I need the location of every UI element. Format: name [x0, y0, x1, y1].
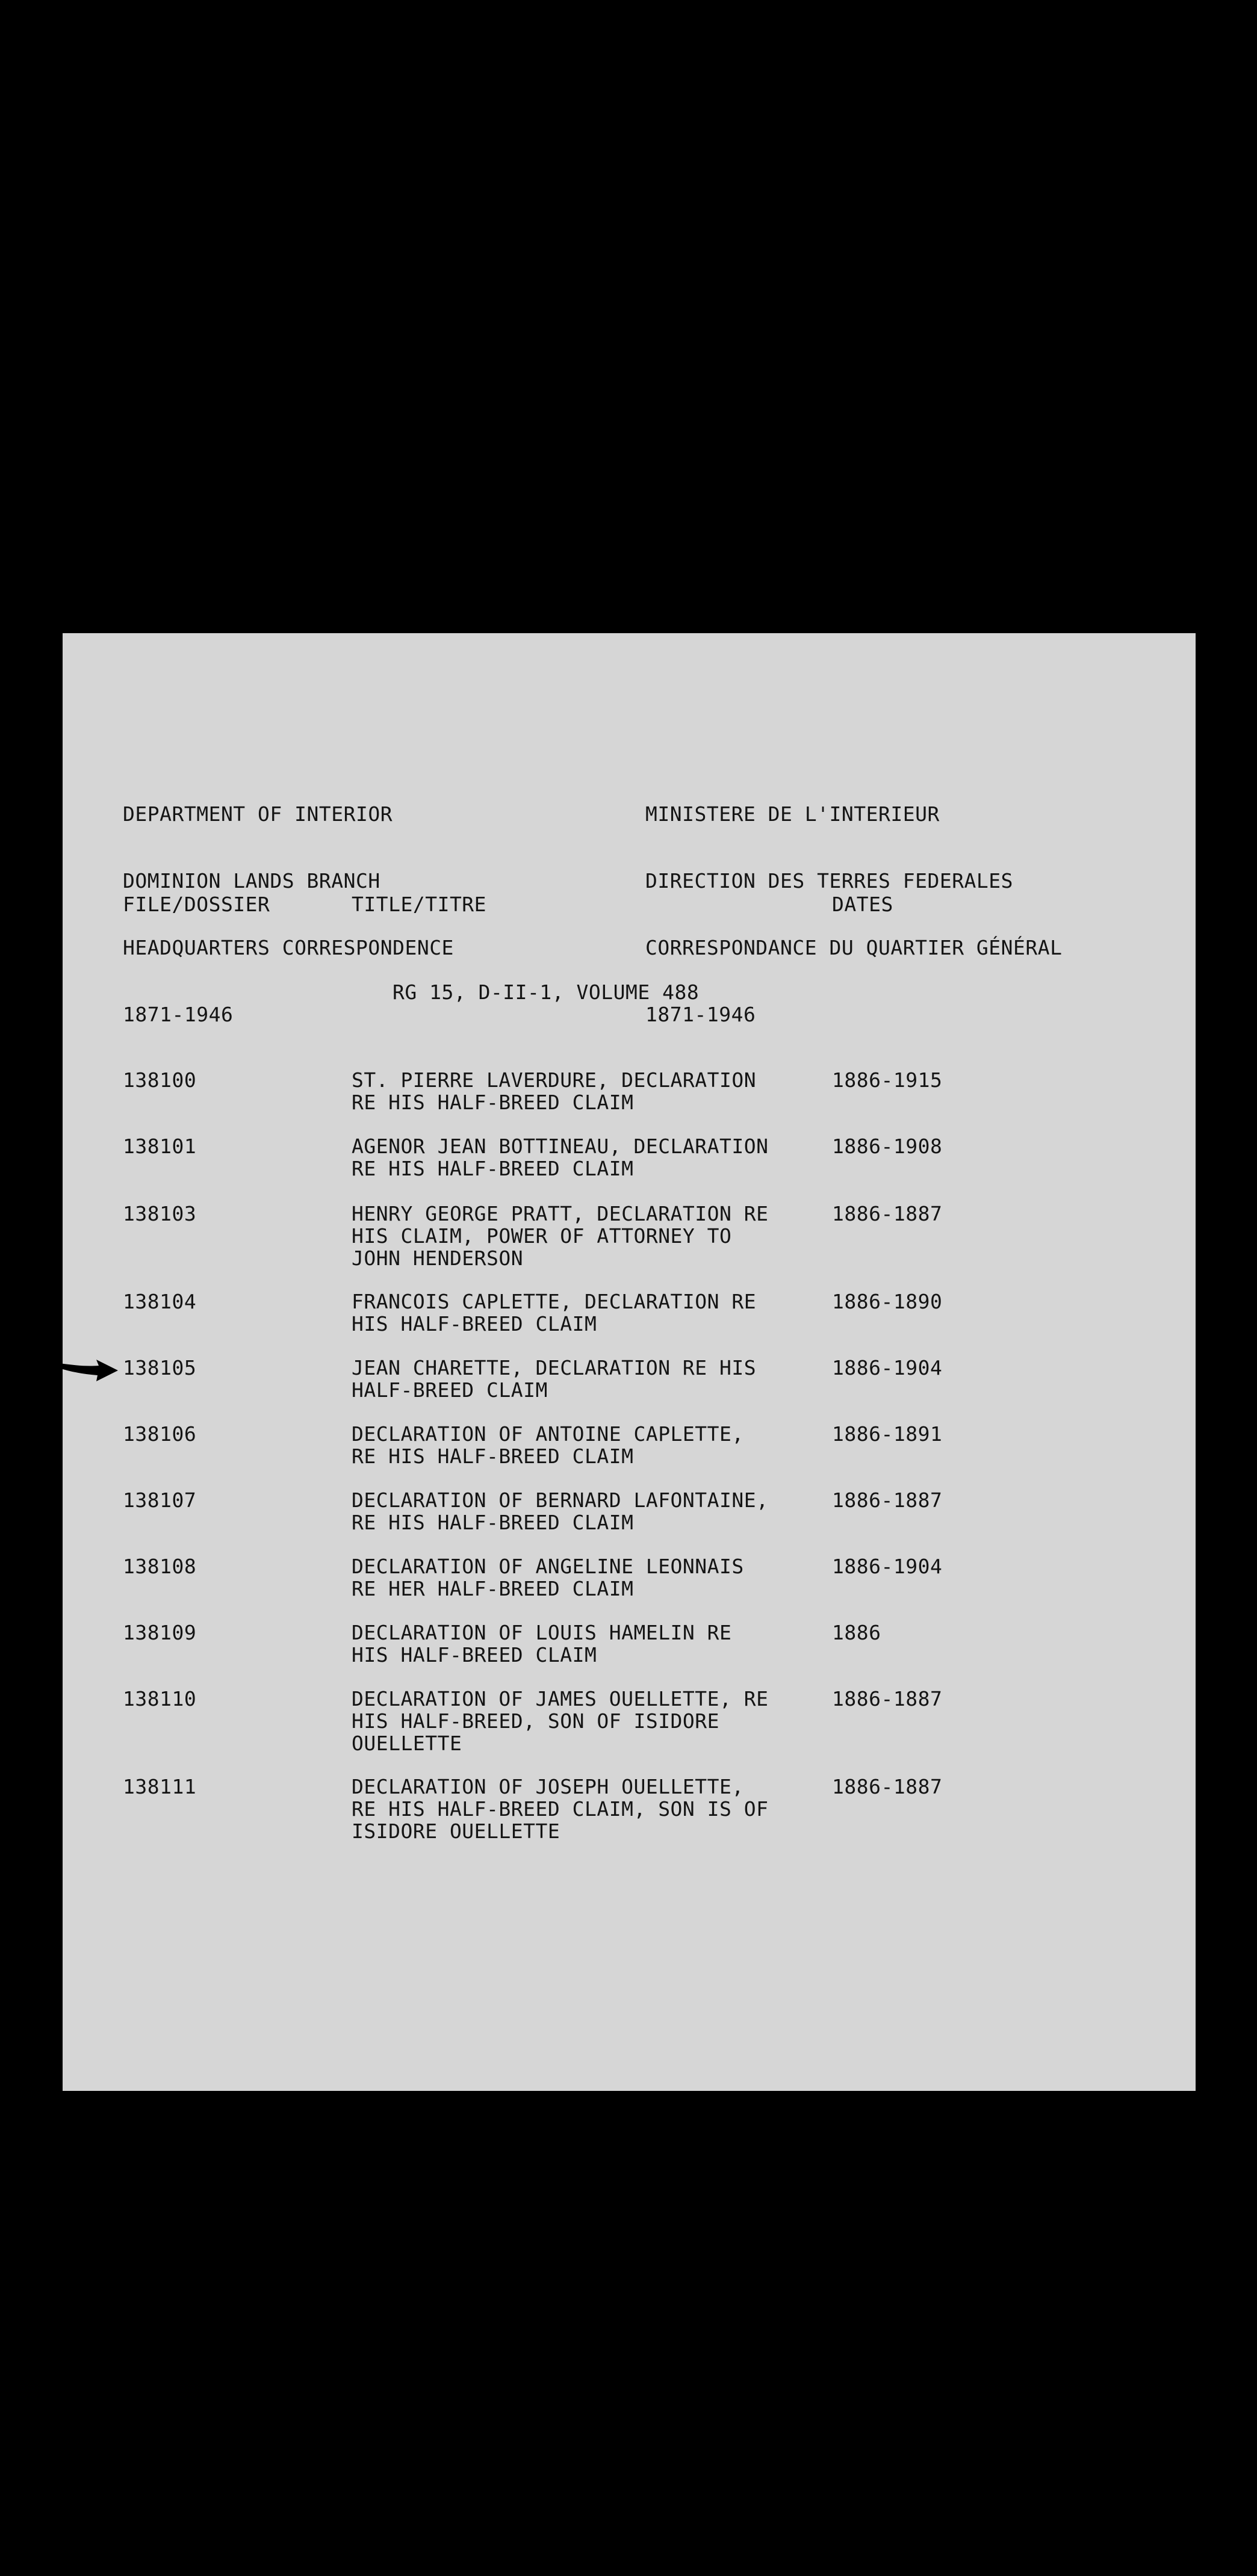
title-line: OUELLETTE	[352, 1732, 462, 1755]
file-number: 138103	[123, 1202, 197, 1225]
document-page	[63, 633, 1196, 2091]
header-line: HEADQUARTERS CORRESPONDENCE	[123, 936, 454, 959]
title-line: DECLARATION OF LOUIS HAMELIN RE	[352, 1621, 732, 1644]
title-line: AGENOR JEAN BOTTINEAU, DECLARATION	[352, 1135, 769, 1158]
entry-title	[352, 1290, 833, 1335]
header-line: DIRECTION DES TERRES FEDERALES	[645, 869, 1014, 893]
entry-dates: 1886-1904	[832, 1356, 943, 1379]
entry-dates: 1886-1887	[832, 1202, 943, 1225]
entry-dates: 1886-1915	[832, 1068, 943, 1092]
title-line: RE HIS HALF-BREED CLAIM	[352, 1511, 634, 1534]
header-line: 1871-1946	[645, 1003, 756, 1026]
title-line: RE HIS HALF-BREED CLAIM	[352, 1444, 634, 1468]
title-line: RE HIS HALF-BREED CLAIM	[352, 1091, 634, 1114]
column-header-file: FILE/DOSSIER	[123, 893, 270, 916]
title-line: RE HIS HALF-BREED CLAIM	[352, 1157, 634, 1180]
file-number: 138109	[123, 1621, 197, 1644]
header-line: CORRESPONDANCE DU QUARTIER GÉNÉRAL	[645, 936, 1063, 959]
title-line: HIS HALF-BREED, SON OF ISIDORE	[352, 1709, 720, 1733]
title-line: HIS HALF-BREED CLAIM	[352, 1643, 597, 1667]
column-header-dates: DATES	[832, 893, 893, 916]
entry-dates: 1886-1887	[832, 1488, 943, 1512]
entry-dates: 1886	[832, 1621, 881, 1644]
title-line: HALF-BREED CLAIM	[352, 1378, 548, 1402]
entry-title	[352, 1688, 833, 1754]
entry-title	[352, 1776, 833, 1842]
volume-heading: RG 15, D-II-1, VOLUME 488	[393, 980, 700, 1004]
column-header-title: TITLE/TITRE	[352, 893, 487, 916]
entry-title	[352, 1135, 833, 1180]
entry-dates: 1886-1887	[832, 1687, 943, 1711]
entry-title	[352, 1555, 833, 1600]
title-line: DECLARATION OF JOSEPH OUELLETTE,	[352, 1775, 744, 1798]
title-line: JEAN CHARETTE, DECLARATION RE HIS	[352, 1356, 757, 1379]
title-line: DECLARATION OF ANTOINE CAPLETTE,	[352, 1422, 744, 1446]
title-line: RE HER HALF-BREED CLAIM	[352, 1577, 634, 1600]
entry-dates: 1886-1891	[832, 1422, 943, 1446]
header-line: 1871-1946	[123, 1003, 234, 1026]
entry-dates: 1886-1890	[832, 1290, 943, 1313]
title-line: ISIDORE OUELLETTE	[352, 1819, 560, 1843]
title-line: JOHN HENDERSON	[352, 1246, 524, 1270]
header-line: DEPARTMENT OF INTERIOR	[123, 802, 393, 826]
header-line: DOMINION LANDS BRANCH	[123, 869, 380, 893]
file-number: 138104	[123, 1290, 197, 1313]
entry-title	[352, 1489, 833, 1534]
title-line: DECLARATION OF BERNARD LAFONTAINE,	[352, 1488, 769, 1512]
title-line: HIS HALF-BREED CLAIM	[352, 1312, 597, 1336]
entry-title	[352, 1203, 833, 1269]
title-line: RE HIS HALF-BREED CLAIM, SON IS OF	[352, 1797, 769, 1821]
entry-title	[352, 1621, 833, 1666]
arrow-pointer-icon	[59, 1358, 119, 1382]
file-number: 138107	[123, 1488, 197, 1512]
title-line: DECLARATION OF ANGELINE LEONNAIS	[352, 1555, 744, 1578]
file-number: 138101	[123, 1135, 197, 1158]
entry-title	[352, 1069, 833, 1113]
title-line: HIS CLAIM, POWER OF ATTORNEY TO	[352, 1224, 732, 1248]
title-line: HENRY GEORGE PRATT, DECLARATION RE	[352, 1202, 769, 1225]
entry-dates: 1886-1887	[832, 1775, 943, 1798]
file-number: 138105	[123, 1356, 197, 1379]
file-number: 138111	[123, 1775, 197, 1798]
title-line: DECLARATION OF JAMES OUELLETTE, RE	[352, 1687, 769, 1711]
file-number: 138106	[123, 1422, 197, 1446]
entry-title	[352, 1423, 833, 1467]
file-number: 138108	[123, 1555, 197, 1578]
file-number: 138100	[123, 1068, 197, 1092]
entry-dates: 1886-1904	[832, 1555, 943, 1578]
file-number: 138110	[123, 1687, 197, 1711]
entry-dates: 1886-1908	[832, 1135, 943, 1158]
entry-title	[352, 1357, 833, 1401]
header-line: MINISTERE DE L'INTERIEUR	[645, 802, 940, 826]
title-line: FRANCOIS CAPLETTE, DECLARATION RE	[352, 1290, 757, 1313]
title-line: ST. PIERRE LAVERDURE, DECLARATION	[352, 1068, 757, 1092]
